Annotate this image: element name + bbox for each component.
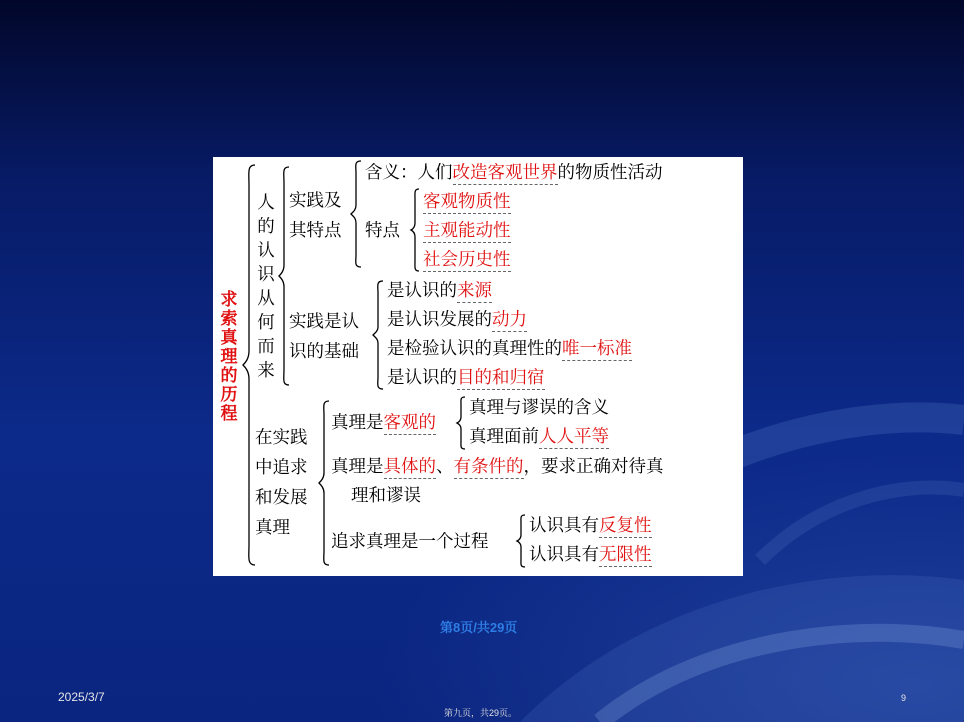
branch1-label: 人 的 认 识 从 何 而 来 [257, 193, 275, 381]
process-item-2: 认识具有无限性 [529, 545, 652, 565]
branch2-label-line1: 在实践 [255, 428, 308, 448]
feature-item-2: 主观能动性 [423, 221, 511, 241]
branch2-label-line2: 中追求 [255, 458, 308, 478]
objective-line: 真理是客观的 [331, 413, 436, 433]
branch2-label-line3: 和发展 [255, 488, 308, 508]
concrete-line: 真理是具体的、有条件的，要求正确对待真 [331, 457, 664, 477]
knowledge-diagram-panel [213, 157, 743, 576]
features-label: 特点 [365, 221, 400, 241]
process-item-1: 认识具有反复性 [529, 516, 652, 536]
practice-brace-icon [351, 161, 363, 267]
features-brace-icon [411, 189, 421, 271]
practice-label-line2: 其特点 [289, 221, 342, 241]
objective-sub-1: 真理与谬误的含义 [469, 398, 609, 418]
basis-item-2: 是认识发展的动力 [387, 310, 527, 330]
basis-item-1: 是认识的来源 [387, 281, 492, 301]
basis-item-3: 是检验认识的真理性的唯一标准 [387, 339, 632, 359]
feature-item-1: 客观物质性 [423, 192, 511, 212]
objective-brace-icon [457, 397, 467, 449]
slide-date: 2025/3/7 [58, 690, 105, 704]
slide-footer: 第九页，共29页。 [444, 708, 518, 718]
slide-page-number: 9 [901, 693, 907, 703]
basis-item-4: 是认识的目的和归宿 [387, 368, 545, 388]
basis-label-line2: 识的基础 [289, 342, 359, 362]
objective-sub-2: 真理面前人人平等 [469, 427, 609, 447]
branch2-label-line4: 真理 [255, 518, 290, 538]
practice-label-line1: 实践及 [289, 191, 342, 211]
process-label: 追求真理是一个过程 [331, 532, 489, 552]
page-indicator: 第8页/共29页 [440, 620, 518, 635]
feature-item-3: 社会历史性 [423, 250, 511, 270]
concrete-line2: 理和谬误 [351, 486, 421, 506]
practice-meaning: 含义：人们改造客观世界的物质性活动 [365, 163, 663, 183]
basis-label-line1: 实践是认 [289, 312, 359, 332]
basis-brace-icon [373, 281, 385, 389]
diagram-root-title: 求 索 真 理 的 历 程 [220, 290, 238, 424]
branch2-brace-icon [319, 401, 331, 565]
process-brace-icon [517, 515, 527, 567]
